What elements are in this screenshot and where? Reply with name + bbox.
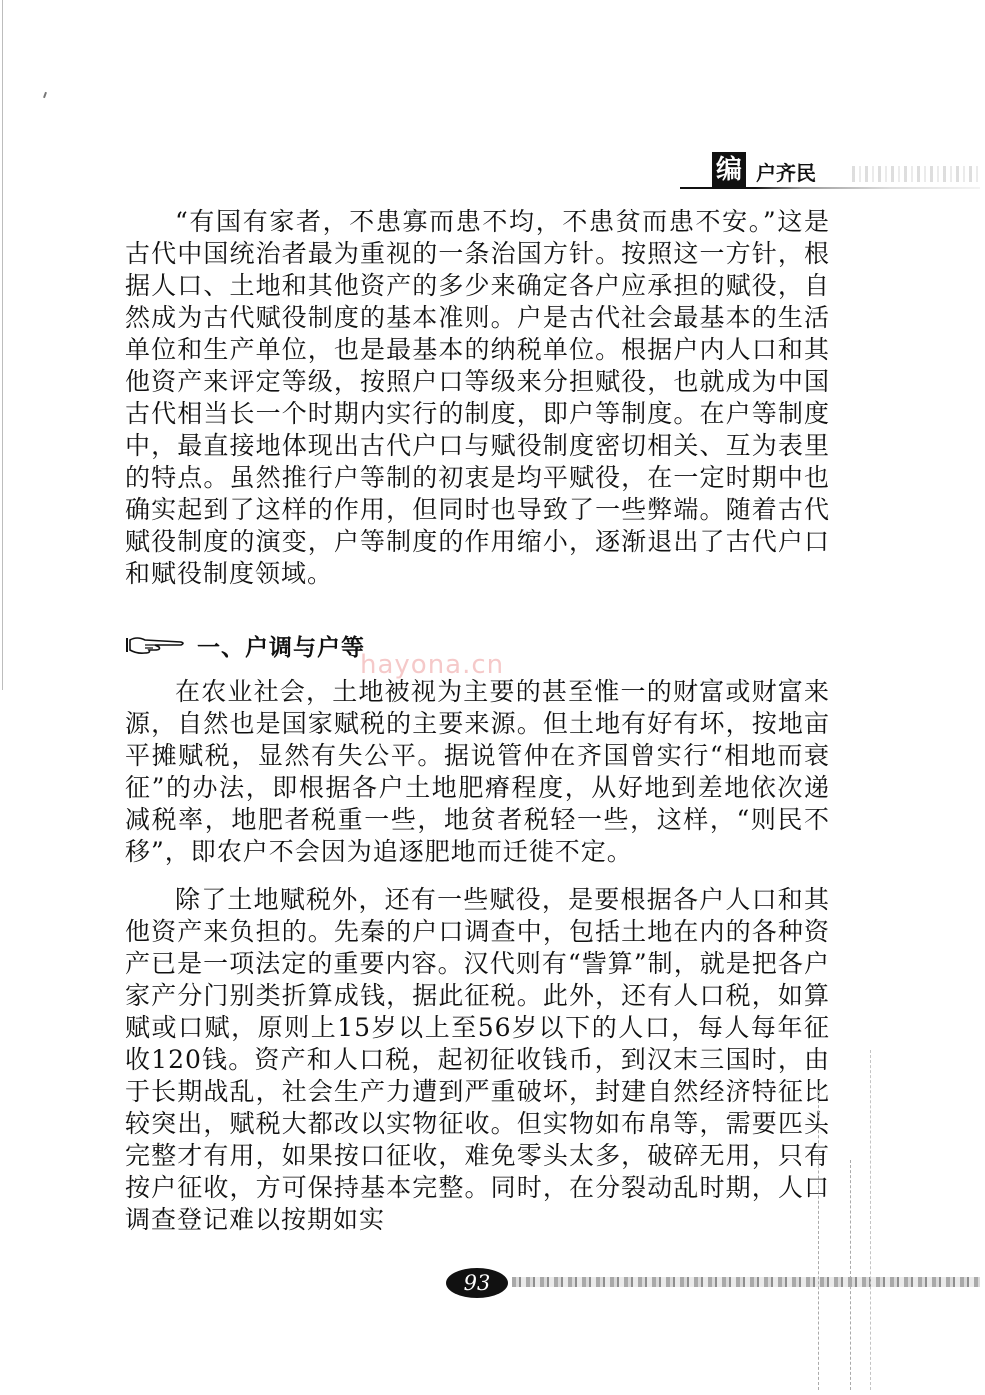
body-paragraph-1: 在农业社会，土地被视为主要的甚至惟一的财富或财富来源，自然也是国家赋税的主要来源。但土地有好有坏，按地亩平摊赋税，显然有失公平。据说管仲在齐国曾实行“相地而衰征”的办法，即根据各户土地肥瘠程度，从好地到差地依次递减税率，地肥者税重一些，地贫者税轻一些，这样，“则民不移”，即农户不会因为追逐肥地而迁徙不定。 [125, 677, 830, 866]
watermark: hayona.cn [360, 650, 505, 680]
page-number: 93 [446, 1268, 508, 1298]
body-paragraph-2: 除了土地赋税外，还有一些赋役，是要根据各户人口和其他资产来负担的。先秦的户口调查中，包括土地在内的各种资产已是一项法定的重要内容。汉代则有“訾算”制，就是把各户家产分门别类折算成钱，据此征税。此外，还有人口税，如算赋或口赋，原则上15岁以上至56岁以下的人口，每人每年征收120钱。资产和人口税，起初征收钱币，到汉末三国时，由于长期战乱，社会生产力遭到严重破坏，封建自然经济特征比较突出，赋税大都改以实物征收。但实物如布帛等，需要匹头完整才有用，如果按口征收，难免零头太多，破碎无用，只有按户征收，方可保持基本完整。同时，在分裂动乱时期，人口调查登记难以按期如实 [125, 885, 830, 1234]
footer-rule [512, 1277, 980, 1287]
header-badge: 编 [712, 152, 746, 188]
running-header-title: 户齐民 [756, 161, 816, 185]
scan-speck [43, 92, 47, 98]
header-decoration [852, 166, 980, 182]
intro-paragraph: “有国有家者，不患寡而患不均，不患贫而患不安。”这是古代中国统治者最为重视的一条治国方针。按照这一方针，根据人口、土地和其他资产的多少来确定各户应承担的赋役，自然成为古代赋役制度的基本准则。户是古代社会最基本的生活单位和生产单位，也是最基本的纳税单位。根据户内人口和其他资产来评定等级，按照户口等级来分担赋役，也就成为中国古代相当长一个时期内实行的制度，即户等制度。在户等制度中，最直接地体现出古代户口与赋役制度密切相关、互为表里的特点。虽然推行户等制的初衷是均平赋役，在一定时期中也确实起到了这样的作用，但同时也导致了一些弊端。随着古代赋役制度的演变，户等制度的作用缩小，逐渐退出了古代户口和赋役制度领域。 [125, 207, 830, 588]
margin-dash-line [870, 1050, 871, 1390]
margin-dash-line [850, 1160, 851, 1390]
section-heading [125, 628, 365, 662]
section-title: 一、户调与户等 [197, 634, 365, 661]
scan-edge-line [2, 0, 3, 690]
margin-dash-line [818, 1090, 819, 1390]
header-rule [680, 187, 980, 189]
pointing-hand-icon [125, 634, 187, 656]
